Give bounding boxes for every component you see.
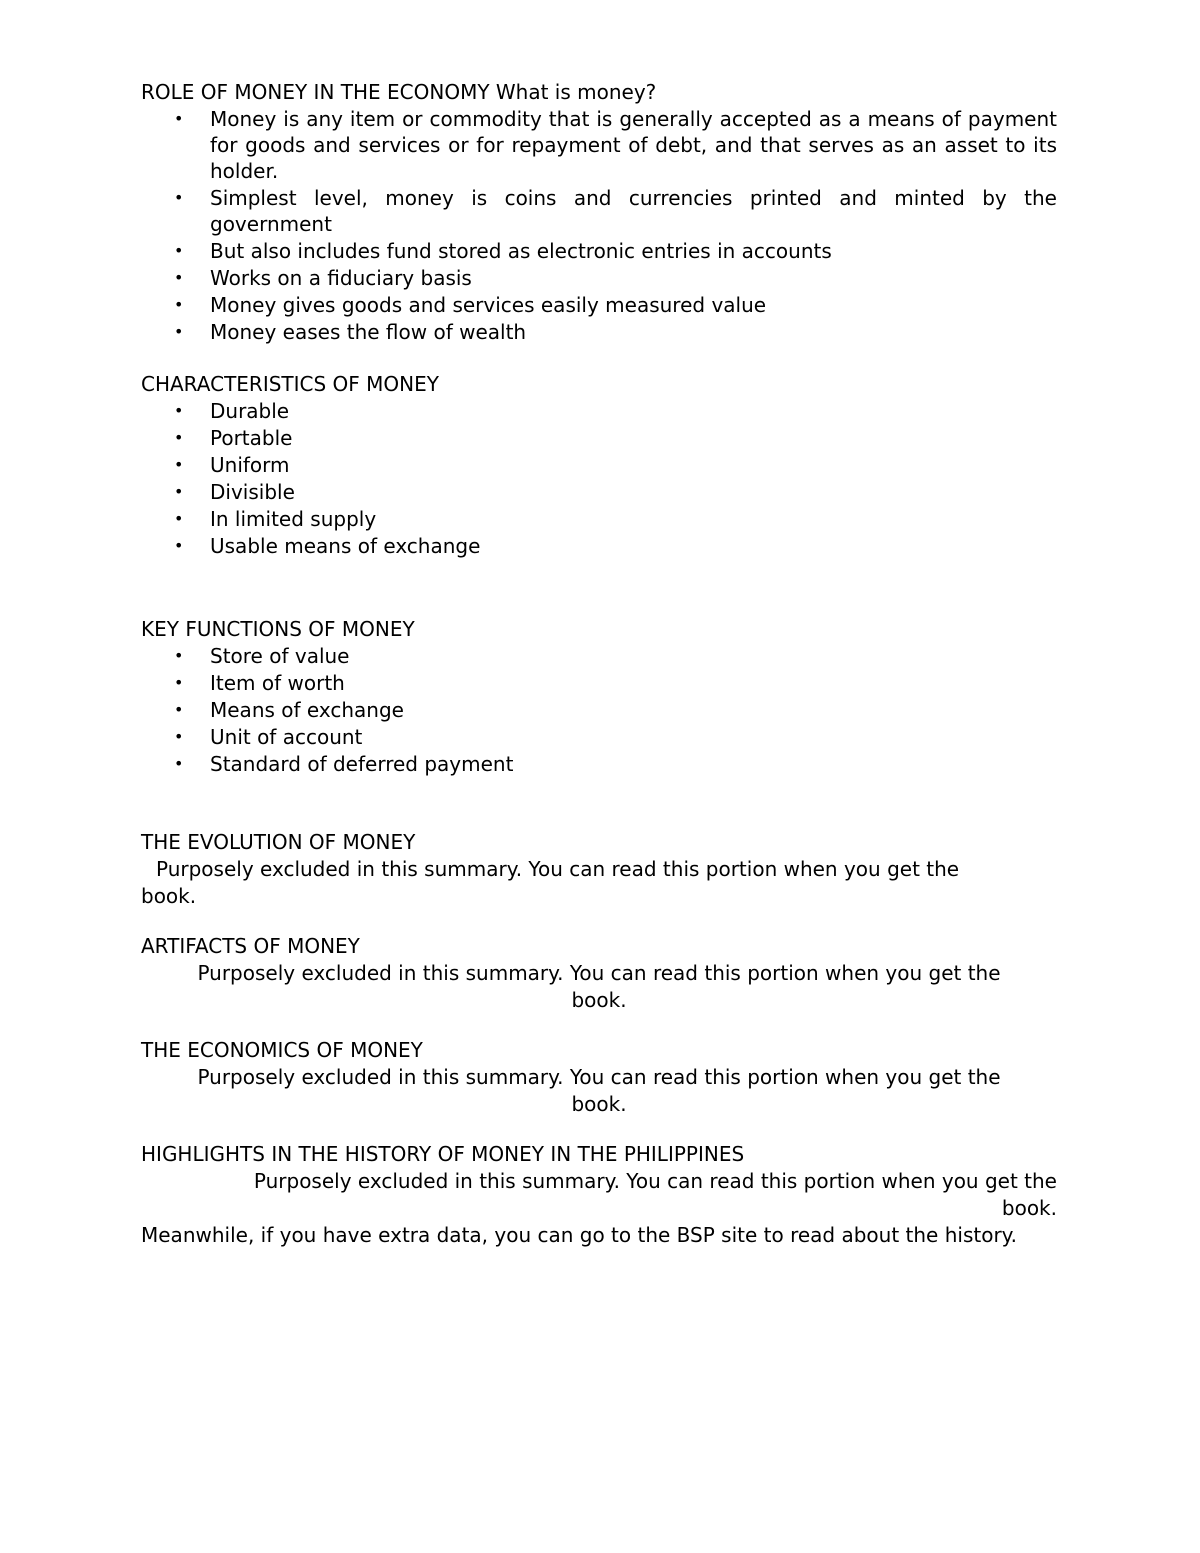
section-heading-evolution: THE EVOLUTION OF MONEY (141, 830, 416, 854)
bullet-icon: • (174, 109, 184, 128)
section-heading-role-of-money: ROLE OF MONEY IN THE ECONOMY What is money? (141, 80, 657, 104)
highlights-text-line2: book. (1001, 1196, 1057, 1220)
bullet-icon: • (174, 673, 184, 692)
spacer (141, 560, 1057, 615)
list-item: • In limited supply (174, 507, 377, 531)
artifacts-text-line2: book. (571, 988, 627, 1012)
bullet-icon: • (174, 428, 184, 447)
section-heading-highlights-philippines: HIGHLIGHTS IN THE HISTORY OF MONEY IN THE PHILIPPINES (141, 1142, 745, 1166)
bullet-icon: • (174, 455, 184, 474)
bullet-icon: • (174, 700, 184, 719)
bullet-icon: • (174, 188, 184, 207)
bullet-icon: • (174, 241, 184, 260)
document-page (141, 78, 1057, 1249)
bullet-icon: • (174, 509, 184, 528)
spacer (141, 1118, 1057, 1140)
role-of-money-list (141, 106, 1057, 345)
bullet-icon: • (174, 754, 184, 773)
bullet-icon: • (174, 646, 184, 665)
bullet-icon: • (174, 295, 184, 314)
list-item: • Unit of account (174, 725, 363, 749)
list-item: • Portable (174, 426, 293, 450)
economics-text-line1: Purposely excluded in this summary. You can read this portion when you get the (197, 1065, 1001, 1089)
list-item: • Works on a fiduciary basis (174, 266, 472, 290)
spacer (141, 910, 1057, 932)
highlights-text-line1: Purposely excluded in this summary. You can read this portion when you get the (253, 1169, 1057, 1193)
evolution-text-line2: book. (141, 884, 197, 908)
bullet-icon: • (174, 401, 184, 420)
spacer (141, 778, 1057, 828)
list-item: • Money gives goods and services easily measured value (174, 293, 767, 317)
section-heading-economics: THE ECONOMICS OF MONEY (141, 1038, 423, 1062)
list-item: • Standard of deferred payment (174, 752, 514, 776)
bullet-icon: • (174, 322, 184, 341)
economics-text-line2: book. (571, 1092, 627, 1116)
list-item: • Money eases the flow of wealth (174, 320, 527, 344)
bsp-note: Meanwhile, if you have extra data, you can go to the BSP site to read about the history. (141, 1223, 1018, 1247)
evolution-text-line1: Purposely excluded in this summary. You can read this portion when you get the (156, 857, 960, 881)
list-item: • Money is any item or commodity that is generally accepted as a means of payment for goods and services or for repayment of debt, and that serves as an asset to its holder. (174, 107, 1057, 183)
bullet-icon: • (174, 268, 184, 287)
list-item: • Usable means of exchange (174, 534, 481, 558)
bullet-icon: • (174, 482, 184, 501)
list-item: • Divisible (174, 480, 295, 504)
spacer (141, 1014, 1057, 1036)
section-heading-characteristics: CHARACTERISTICS OF MONEY (141, 372, 439, 396)
spacer (141, 346, 1057, 370)
bullet-icon: • (174, 727, 184, 746)
section-heading-key-functions: KEY FUNCTIONS OF MONEY (141, 617, 415, 641)
list-item: • Store of value (174, 644, 350, 668)
list-item: • But also includes fund stored as electronic entries in accounts (174, 239, 832, 263)
section-heading-artifacts: ARTIFACTS OF MONEY (141, 934, 360, 958)
bullet-icon: • (174, 536, 184, 555)
key-functions-list (141, 643, 1057, 777)
list-item: • Means of exchange (174, 698, 404, 722)
list-item: • Item of worth (174, 671, 345, 695)
artifacts-text-line1: Purposely excluded in this summary. You can read this portion when you get the (197, 961, 1001, 985)
list-item: • Durable (174, 399, 290, 423)
characteristics-list (141, 398, 1057, 559)
list-item: • Simplest level, money is coins and currencies printed and minted by the government (174, 186, 1057, 236)
list-item: • Uniform (174, 453, 290, 477)
